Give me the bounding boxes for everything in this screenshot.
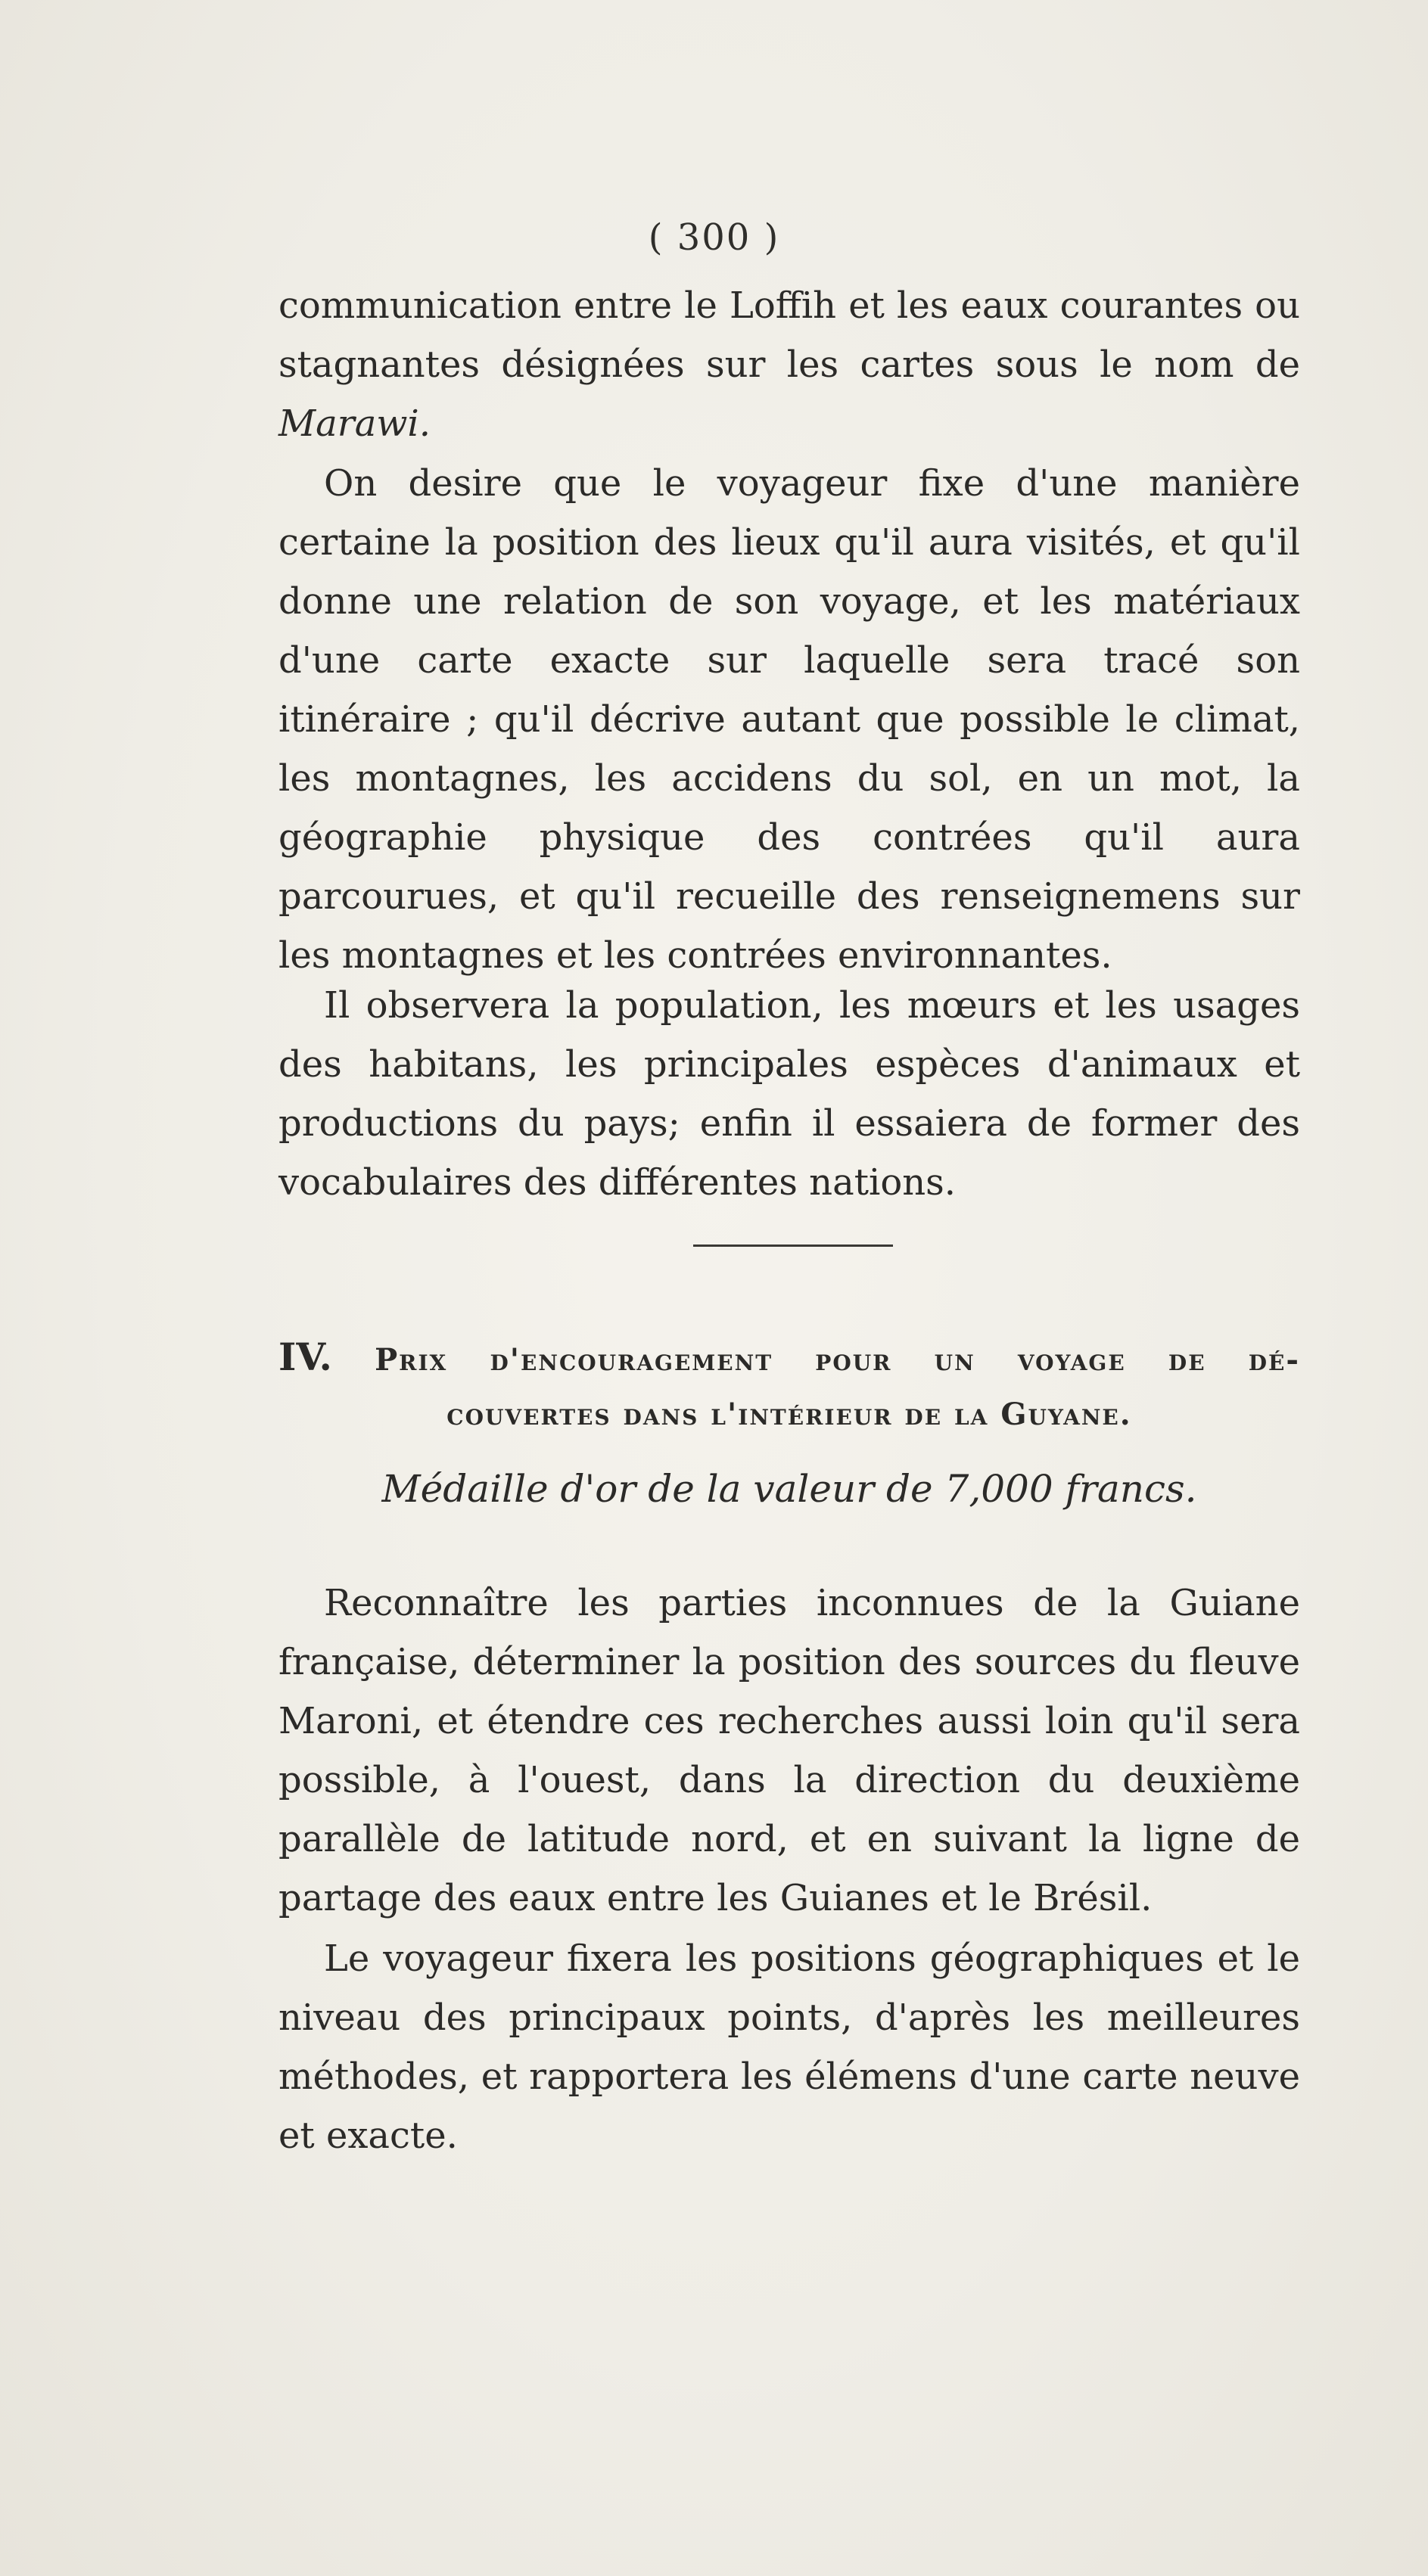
paragraph-positions: Le voyageur fixera les positions géographiques et le niveau des principaux points, d'après les meilleures méthodes, et rapportera les élémens d'une carte neuve et exacte. [278, 1937, 1300, 2157]
section-heading-text1: Prix d'encouragement pour un voyage de dé- [375, 1342, 1300, 1378]
paragraph-continued-text: communication entre le Loffih et les eaux courantes ou stagnantes désignées sur les cartes sous le nom de [278, 284, 1300, 386]
section-heading [278, 1330, 1300, 1442]
section-numeral: IV. [278, 1335, 332, 1379]
place-name-marawi: Marawi. [278, 402, 431, 445]
paragraph-guiane-exploration: Reconnaître les parties inconnues de la Guiane française, déterminer la position des sources du fleuve Maroni, et étendre ces recherches aussi loin qu'il sera possible, à l'ouest, dans la direction du deuxième parallèle de latitude nord, et en suivant la ligne de partage des eaux entre les Guianes et le Brésil. [278, 1582, 1300, 1919]
page-number: ( 300 ) [648, 216, 780, 259]
medal-line: Médaille d'or de la valeur de 7,000 francs. [381, 1467, 1197, 1511]
section-heading-line2: couvertes dans l'intérieur de la Guyane. [446, 1397, 1132, 1432]
paragraph-population: Il observera la population, les mœurs et les usages des habitans, les principales espèces d'animaux et productions du pays; enfin il essaiera de former des vocabulaires des différentes nations. [278, 984, 1300, 1204]
paragraph-voyage-requirements: On desire que le voyageur fixe d'une manière certaine la position des lieux qu'il aura visités, et qu'il donne une relation de son voyage, et les matériaux d'une carte exacte sur laquelle sera tracé son itinéraire ; qu'il décrive autant que possible le climat, les montagnes, les accidens du sol, en un mot, la géographie physique des contrées qu'il aura parcourues, et qu'il recueille des renseignemens sur les montagnes et les contrées environnantes. [278, 462, 1300, 977]
paragraph-continued [278, 276, 1300, 453]
section-heading-line1 [278, 1330, 1300, 1387]
section-divider [693, 1244, 893, 1247]
